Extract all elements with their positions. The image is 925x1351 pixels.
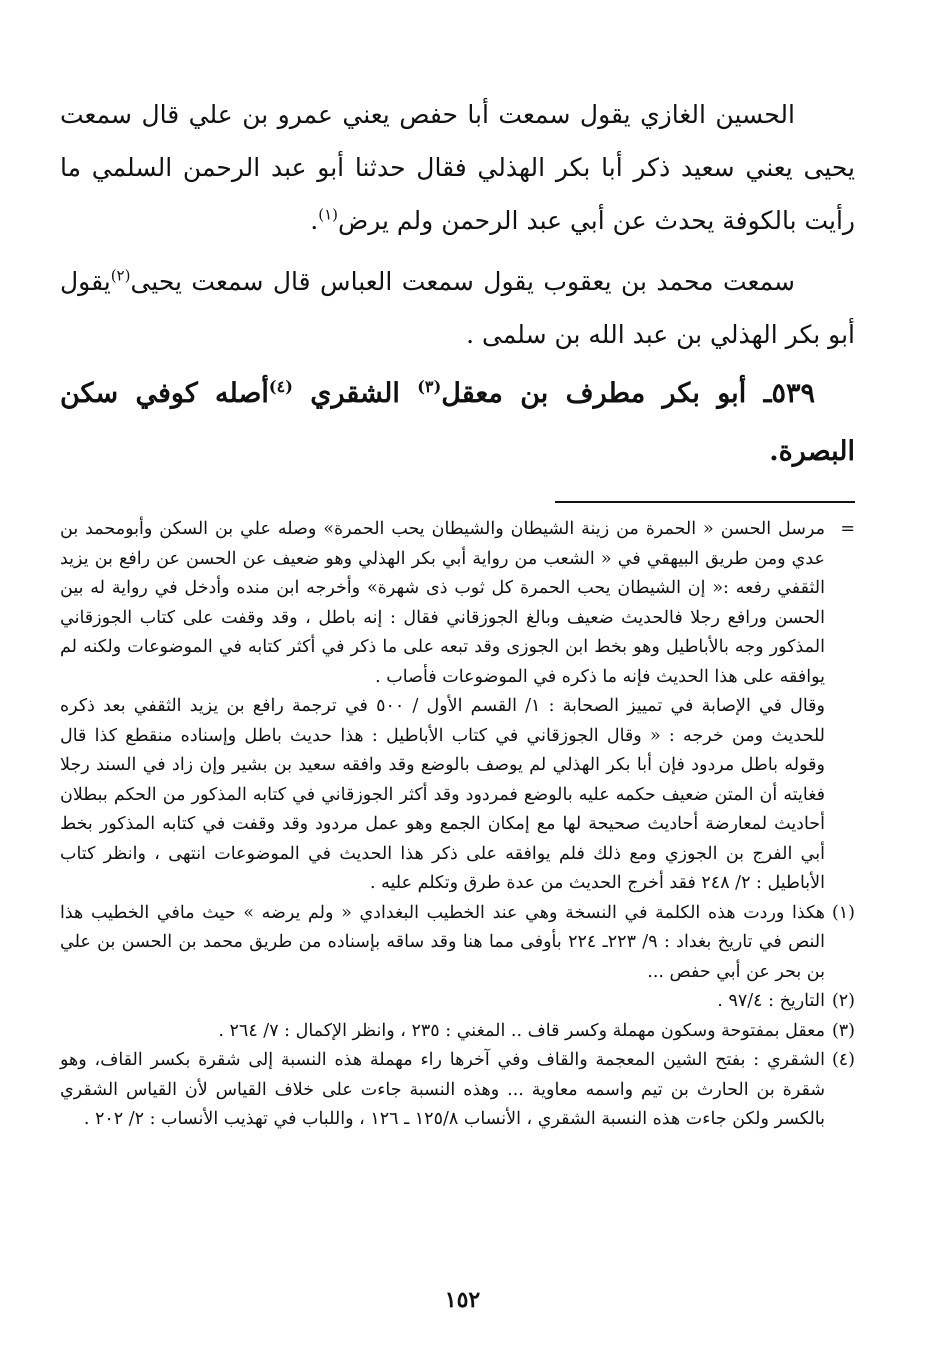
footnotes [60, 515, 855, 1135]
footnote-ref-1[interactable]: (١) [318, 205, 338, 224]
paragraph-text: سمعت محمد بن يعقوب يقول سمعت العباس قال سمعت يحيى [130, 267, 795, 296]
main-paragraph-1 [60, 88, 855, 247]
footnote-ref-4[interactable]: (٤) [268, 377, 293, 396]
footnote-marker: (٤) [831, 1050, 855, 1070]
footnote-text: التاريخ : ٩٧/٤ . [717, 991, 825, 1011]
footnote-text: معقل بمفتوحة وسكون مهملة وكسر قاف .. المغني : ٢٣٥ ، وانظر الإكمال : ٧/ ٢٦٤ . [218, 1020, 825, 1041]
footnote-marker: = [840, 519, 855, 539]
footnote-3 [60, 1017, 855, 1047]
footnote-marker: (٣) [831, 1020, 855, 1041]
footnote-4 [60, 1046, 855, 1135]
footnote-marker: (٢) [831, 991, 855, 1011]
paragraph-text: الحسين الغازي يقول سمعت أبا حفص يعني عمرو بن علي قال سمعت يحيى يعني سعيد ذكر أبا بكر الهذلي فقال حدثنا أبو عبد الرحمن السلمي ما رأيت بالكوفة يحدث عن أبي عبد الرحمن ولم يرض [60, 100, 855, 235]
main-text [60, 88, 855, 481]
entry-heading-part: الشقري [292, 378, 418, 409]
footnote-body [60, 515, 825, 899]
footnote-separator [555, 501, 855, 503]
paragraph-text-tail: يقول أبو بكر الهذلي بن عبد الله بن سلمى . [60, 267, 855, 349]
footnote-2 [60, 987, 855, 1017]
footnote-ref-2[interactable]: (٢) [110, 266, 131, 285]
entry-heading-part: أصله كوفي سكن البصرة. [60, 378, 855, 467]
footnote-continuation [60, 515, 855, 899]
footnote-text: هكذا وردت هذه الكلمة في النسخة وهي عند الخطيب البغدادي « ولم يرضه » حيث مافي الخطيب هذا النص في تاريخ بغداد : ٩/ ٢٢٣ـ ٢٢٤ بأوفى مما هنا وقد ساقه بإسناده من طريق محمد بن الحسن بن علي بن بحر عن أبي حفص ... [60, 902, 825, 982]
footnote-paragraph: مرسل الحسن « الحمرة من زينة الشيطان والشيطان يحب الحمرة» وصله علي بن السكن وأبومحمد بن عدي ومن طريق البيهقي في « الشعب من رواية أبي بكر الهذلي وهو ضعيف عن الحسن عن رافع بن يزيد الثقفي رفعه :« إن الشيطان يحب الحمرة كل ثوب ذى شهرة» وأخرجه ابن منده وأدخل في رواية له بين الحسن ورافع رجلا فالحديث ضعيف وبالغ الجوزقاني فقال : إنه باطل ، وقد وقفت على كتاب الجوزقاني المذكور وجه بالأباطيل وهو بخط ابن الجوزى وقد تبعه على ما ذكر في أكثر كتابه في الموضوعات ولكنه لم يوافقه على هذا الحديث فإنه ما ذكره في الموضوعات فأصاب . [60, 519, 825, 687]
page-number: ١٥٢ [444, 1287, 481, 1313]
main-paragraph-2 [60, 255, 855, 361]
footnote-paragraph: وقال في الإصابة في تمييز الصحابة : ١/ القسم الأول / ٥٠٠ في ترجمة رافع بن يزيد الثقفي بعد ذكره للحديث ومن خرجه : « وقال الجوزقاني في كتاب الأباطيل : هذا حديث باطل وإسناده منقطع كذا قال وقوله باطل مردود فإن أبا بكر الهذلي لم يوصف بالوضع وقد وافقه سعيد بن بشير وإن زاد في السند رجلا فغايته أن المتن ضعيف حكمه عليه بالوضع فمردود وقد أكثر الجوزقاني في كتابه المذكور من الحكم ببطلان أحاديث لمعارضة أحاديث صحيحة لها مع إمكان الجمع وهو عمل مردود وقد وقفت في كتابه المذكور بخط أبي الفرج بن الجوزي ومع ذلك فلم يوافقه على ذكر هذا الحديث في الموضوعات انتهى ، وانظر كتاب الأباطيل : ٢/ ٢٤٨ فقد أخرج الحديث من عدة طرق وتكلم عليه . [60, 696, 825, 893]
footnote-marker: (١) [831, 902, 855, 923]
entry-heading-part: ٥٣٩ـ أبو بكر مطرف بن معقل [441, 378, 815, 409]
footnote-1 [60, 899, 855, 988]
footnote-text: الشقري : بفتح الشين المعجمة والقاف وفي آخرها راء مهملة هذه النسبة إلى شقرة بكسر القاف، وهو شقرة بن الحارث بن تيم واسمه معاوية ... وهذه النسبة جاءت على خلاف القياس لأن القياس الشقري بالكسر ولكن جاءت هذه النسبة الشقري ، الأنساب ١٢٥/٨ ـ ١٢٦ ، واللباب في تهذيب الأنساب : ٢/ ٢٠٢ . [60, 1050, 825, 1129]
entry-heading-539 [60, 365, 855, 481]
footnote-ref-3[interactable]: (٣) [417, 377, 442, 396]
paragraph-end: . [310, 206, 319, 235]
